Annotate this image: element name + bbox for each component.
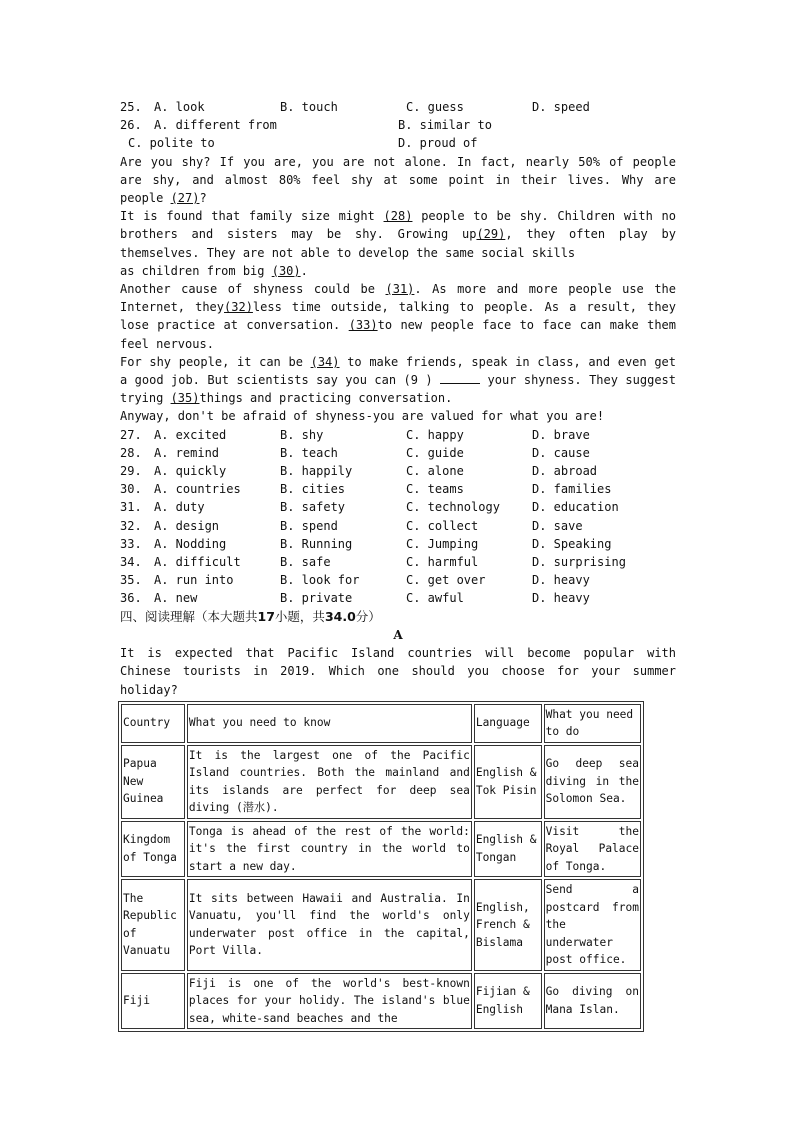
passage-paragraph-2: It is found that family size might (28) people to be shy. Children with no brothers and sisters may be shy. Growing up(29), they often play by themselves. They are not able to develop the same social skills	[120, 209, 676, 260]
blank-27: (27)	[170, 191, 200, 206]
option-c: C. teams	[406, 482, 464, 497]
option-a: A. look	[154, 100, 205, 114]
option-d: D. save	[532, 518, 583, 533]
question-26	[120, 116, 676, 134]
question-row	[120, 517, 676, 535]
option-a: A. duty	[154, 500, 205, 515]
question-26-cont	[120, 134, 676, 152]
option-c: C. alone	[406, 464, 464, 479]
blank-31: (31)	[385, 282, 415, 297]
question-number: 30.	[120, 482, 142, 497]
table-row	[121, 821, 641, 878]
option-b: B. Running	[280, 536, 353, 551]
blank-35: (35)	[170, 391, 200, 406]
cell-what-to-do: Go diving on Mana Islan.	[544, 973, 641, 1030]
passage-paragraph-4: For shy people, it can be (34) to make friends, speak in class, and even get a good job. But scientists say you can (9 ) your shyness. They suggest trying (35)things and practicing conversation.	[120, 354, 676, 406]
blank-32: (32)	[224, 300, 253, 315]
question-row	[120, 444, 676, 462]
option-d: D. speed	[532, 100, 590, 114]
reading-intro: It is expected that Pacific Island countries will become popular with Chinese tourists in 2019. Which one should you choose for your summer holiday?	[120, 646, 676, 697]
option-d: D. brave	[532, 427, 590, 442]
question-row	[120, 535, 676, 553]
part-label: A	[393, 627, 403, 642]
option-a: A. Nodding	[154, 536, 227, 551]
passage-paragraph-3: Another cause of shyness could be (31). As more and more people use the Internet, they(32)less time outside, talking to people. As a result, they lose practice at conversation. (33)to new people face to face can make them feel nervous.	[120, 282, 677, 351]
question-row	[120, 462, 676, 480]
question-number: 25.	[120, 100, 142, 114]
option-c: C. harmful	[406, 555, 479, 570]
section-heading: 四、阅读理解（本大题共17小题，共34.0分）	[120, 608, 381, 624]
option-a: A. quickly	[154, 464, 227, 479]
question-number: 28.	[120, 445, 142, 460]
option-d: D. families	[532, 482, 612, 497]
cell-language: English, French & Bislama	[474, 879, 542, 971]
cell-language: Fijian & English	[474, 973, 542, 1030]
option-b: B. teach	[280, 445, 338, 460]
option-c: C. collect	[406, 518, 479, 533]
document-page	[120, 98, 676, 1032]
option-c: C. Jumping	[406, 536, 479, 551]
option-d: D. heavy	[532, 591, 590, 606]
option-c: C. happy	[406, 427, 464, 442]
header-what-to-do: What you need to do	[544, 704, 641, 743]
passage-paragraph-2-cont: as children from big (30).	[120, 263, 308, 278]
option-a: A. remind	[154, 445, 220, 460]
option-b: B. similar to	[398, 118, 492, 133]
option-d: D. heavy	[532, 573, 590, 588]
cell-country: Fiji	[121, 973, 185, 1030]
cell-what-to-know: Tonga is ahead of the rest of the world: it's the first country in the world to start a new day.	[187, 821, 472, 878]
passage-paragraph-5: Anyway, don't be afraid of shyness-you are valued for what you are!	[120, 409, 605, 424]
header-language: Language	[474, 704, 542, 743]
table-body	[121, 745, 641, 1030]
option-d: D. Speaking	[532, 536, 612, 551]
question-row	[120, 480, 676, 498]
option-d: D. proud of	[398, 136, 478, 151]
cell-language: English & Tongan	[474, 821, 542, 878]
option-b: B. safety	[280, 500, 346, 515]
option-a: A. difficult	[154, 555, 241, 570]
cell-what-to-do: Send a postcard from the underwater post office.	[544, 879, 641, 971]
passage-paragraph-1: Are you shy? If you are, you are not alone. In fact, nearly 50% of people are shy, and almost 80% feel shy at some point in their lives. Why are people (27)?	[120, 154, 676, 206]
option-d: D. cause	[532, 445, 590, 460]
option-b: B. safe	[280, 555, 331, 570]
answer-line	[440, 371, 480, 384]
cell-language: English & Tok Pisin	[474, 745, 542, 819]
option-c: C. awful	[406, 591, 464, 606]
option-a: A. design	[154, 518, 220, 533]
question-number: 36.	[120, 591, 142, 606]
option-b: B. cities	[280, 482, 346, 497]
option-a: A. different from	[154, 118, 277, 133]
table-row	[121, 745, 641, 819]
option-c: C. technology	[406, 500, 500, 515]
option-a: A. new	[154, 591, 198, 606]
question-number: 34.	[120, 555, 142, 570]
options-list	[120, 426, 676, 608]
option-c: C. get over	[406, 573, 486, 588]
blank-28: (28)	[383, 209, 413, 224]
blank-34: (34)	[310, 354, 340, 369]
option-b: B. private	[280, 591, 353, 606]
option-d: D. education	[532, 500, 619, 515]
option-b: B. happily	[280, 464, 353, 479]
option-a: A. excited	[154, 427, 227, 442]
table-row	[121, 879, 641, 971]
option-c: C. guess	[406, 100, 464, 114]
option-c: C. polite to	[128, 136, 215, 151]
question-number: 29.	[120, 464, 142, 479]
question-number: 27.	[120, 427, 142, 442]
option-a: A. countries	[154, 482, 241, 497]
option-d: D. surprising	[532, 555, 626, 570]
question-row	[120, 553, 676, 571]
cell-what-to-know: It is the largest one of the Pacific Island countries. Both the mainland and its islands are perfect for deep sea diving (潜水).	[187, 745, 472, 819]
blank-33: (33)	[348, 318, 378, 333]
table-row	[121, 973, 641, 1030]
question-25	[120, 98, 676, 116]
option-b: B. shy	[280, 427, 324, 442]
table-header-row	[121, 704, 641, 743]
cell-what-to-do: Visit the Royal Palace of Tonga.	[544, 821, 641, 878]
question-row	[120, 498, 676, 516]
option-d: D. abroad	[532, 464, 598, 479]
question-row	[120, 589, 676, 607]
question-number: 32.	[120, 518, 142, 533]
blank-29: (29)	[476, 227, 506, 242]
question-number: 31.	[120, 500, 142, 515]
option-b: B. spend	[280, 518, 338, 533]
question-row	[120, 571, 676, 589]
cell-country: Kingdom of Tonga	[121, 821, 185, 878]
countries-table	[118, 701, 644, 1033]
cell-what-to-do: Go deep sea diving in the Solomon Sea.	[544, 745, 641, 819]
blank-30: (30)	[271, 263, 301, 278]
header-country: Country	[121, 704, 185, 743]
cell-country: Papua New Guinea	[121, 745, 185, 819]
option-a: A. run into	[154, 573, 234, 588]
question-number: 35.	[120, 573, 142, 588]
question-number: 26.	[120, 118, 142, 133]
question-number: 33.	[120, 536, 142, 551]
cell-what-to-know: It sits between Hawaii and Australia. In Vanuatu, you'll find the world's only underwater post office in the capital, Port Villa.	[187, 879, 472, 971]
cell-what-to-know: Fiji is one of the world's best-known places for your holidy. The island's blue sea, white-sand beaches and the	[187, 973, 472, 1030]
option-c: C. guide	[406, 445, 464, 460]
question-row	[120, 426, 676, 444]
option-b: B. look for	[280, 573, 360, 588]
header-what-to-know: What you need to know	[187, 704, 472, 743]
option-b: B. touch	[280, 100, 338, 114]
cell-country: The Republic of Vanuatu	[121, 879, 185, 971]
